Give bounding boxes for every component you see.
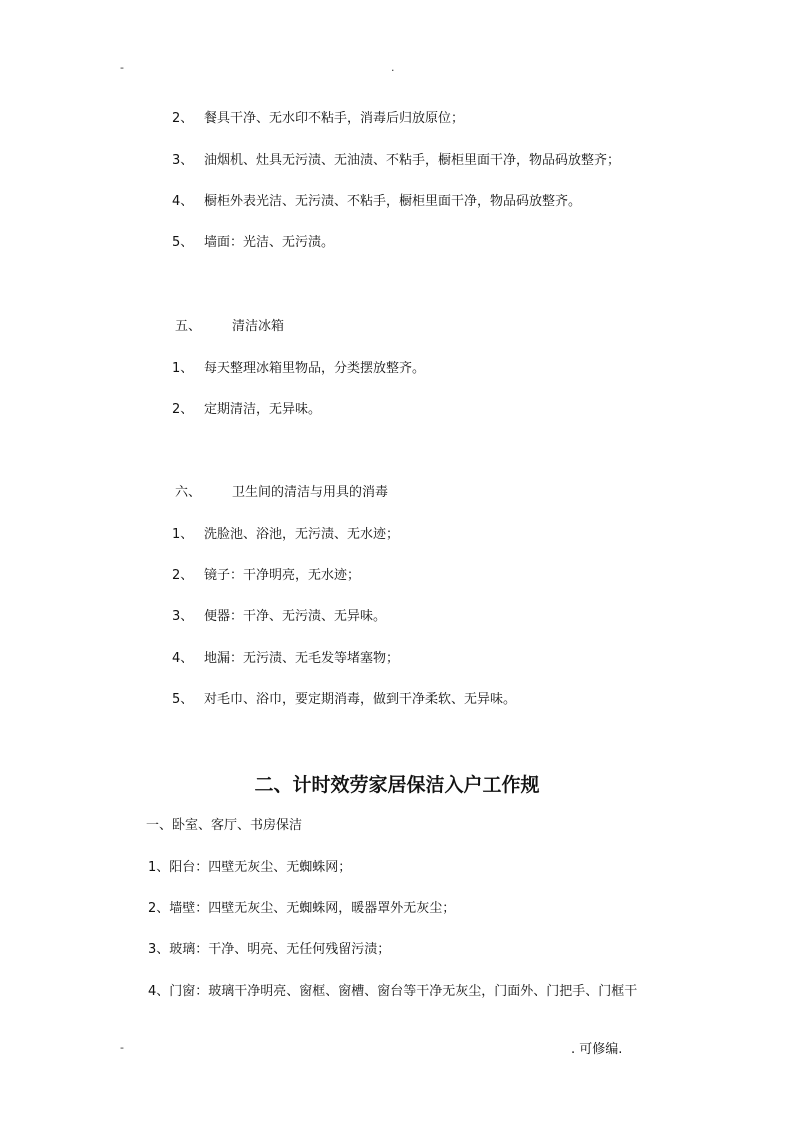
list-item: [172, 526, 399, 544]
item-number: 2、: [172, 568, 194, 583]
list-item: 2、墙壁：四壁无灰尘、无蜘蛛网，暖器罩外无灰尘；: [148, 901, 456, 916]
footer-left-mark: -: [120, 1041, 124, 1054]
item-text: 镜子：干净明亮，无水迹；: [204, 568, 361, 583]
item-number: 3、: [172, 609, 194, 624]
list-item: [172, 360, 425, 378]
item-number: 4、: [172, 194, 194, 209]
section-number: 五、: [175, 319, 202, 334]
list-item: [172, 401, 321, 419]
list-item: [172, 567, 360, 585]
item-number: 1、: [172, 527, 194, 542]
item-number: 3、: [172, 153, 194, 168]
list-item: 3、玻璃：干净、明亮、无任何残留污渍；: [148, 942, 391, 957]
item-number: 5、: [172, 692, 194, 707]
list-item: 1、阳台：四壁无灰尘、无蜘蛛网；: [148, 860, 352, 875]
header-left-mark: -: [120, 61, 124, 74]
part-title: 二、计时效劳家居保洁入户工作规: [254, 774, 540, 796]
list-item: [172, 110, 464, 128]
section-number: 六、: [175, 485, 202, 500]
section-title: 卫生间的清洁与用具的消毒: [232, 485, 389, 500]
item-text: 定期清洁，无异味。: [204, 402, 322, 417]
item-text: 洗脸池、浴池，无污渍、无水迹；: [204, 527, 400, 542]
list-item: [172, 234, 334, 252]
item-text: 油烟机、灶具无污渍、无油渍、不粘手，橱柜里面干净，物品码放整齐；: [204, 153, 621, 168]
list-item: [172, 691, 516, 709]
footer-editable-note: . 可修编.: [571, 1042, 623, 1057]
list-item: [172, 608, 386, 626]
item-number: 2、: [172, 402, 194, 417]
item-number: 1、: [172, 361, 194, 376]
item-number: 2、: [172, 111, 194, 126]
item-text: 地漏：无污渍、无毛发等堵塞物；: [204, 651, 400, 666]
subheading: 一、卧室、客厅、书房保洁: [146, 818, 303, 833]
item-text: 墙面：光洁、无污渍。: [204, 235, 335, 250]
item-text: 每天整理冰箱里物品，分类摆放整齐。: [204, 361, 426, 376]
list-item: [172, 650, 399, 668]
list-item: 4、门窗：玻璃干净明亮、窗框、窗槽、窗台等干净无灰尘，门面外、门把手、门框干: [148, 984, 638, 999]
header-center-mark: .: [391, 61, 395, 74]
list-item: [172, 193, 581, 211]
section-title: 清洁冰箱: [232, 319, 285, 334]
list-item: [172, 152, 620, 170]
item-text: 橱柜外表光洁、无污渍、不粘手，橱柜里面干净，物品码放整齐。: [204, 194, 582, 209]
section-heading: [175, 318, 284, 336]
item-number: 4、: [172, 651, 194, 666]
item-number: 5、: [172, 235, 194, 250]
item-text: 餐具干净、无水印不粘手，消毒后归放原位；: [204, 111, 465, 126]
section-heading: [175, 484, 388, 502]
item-text: 对毛巾、浴巾，要定期消毒，做到干净柔软、无异味。: [204, 692, 517, 707]
item-text: 便器：干净、无污渍、无异味。: [204, 609, 387, 624]
